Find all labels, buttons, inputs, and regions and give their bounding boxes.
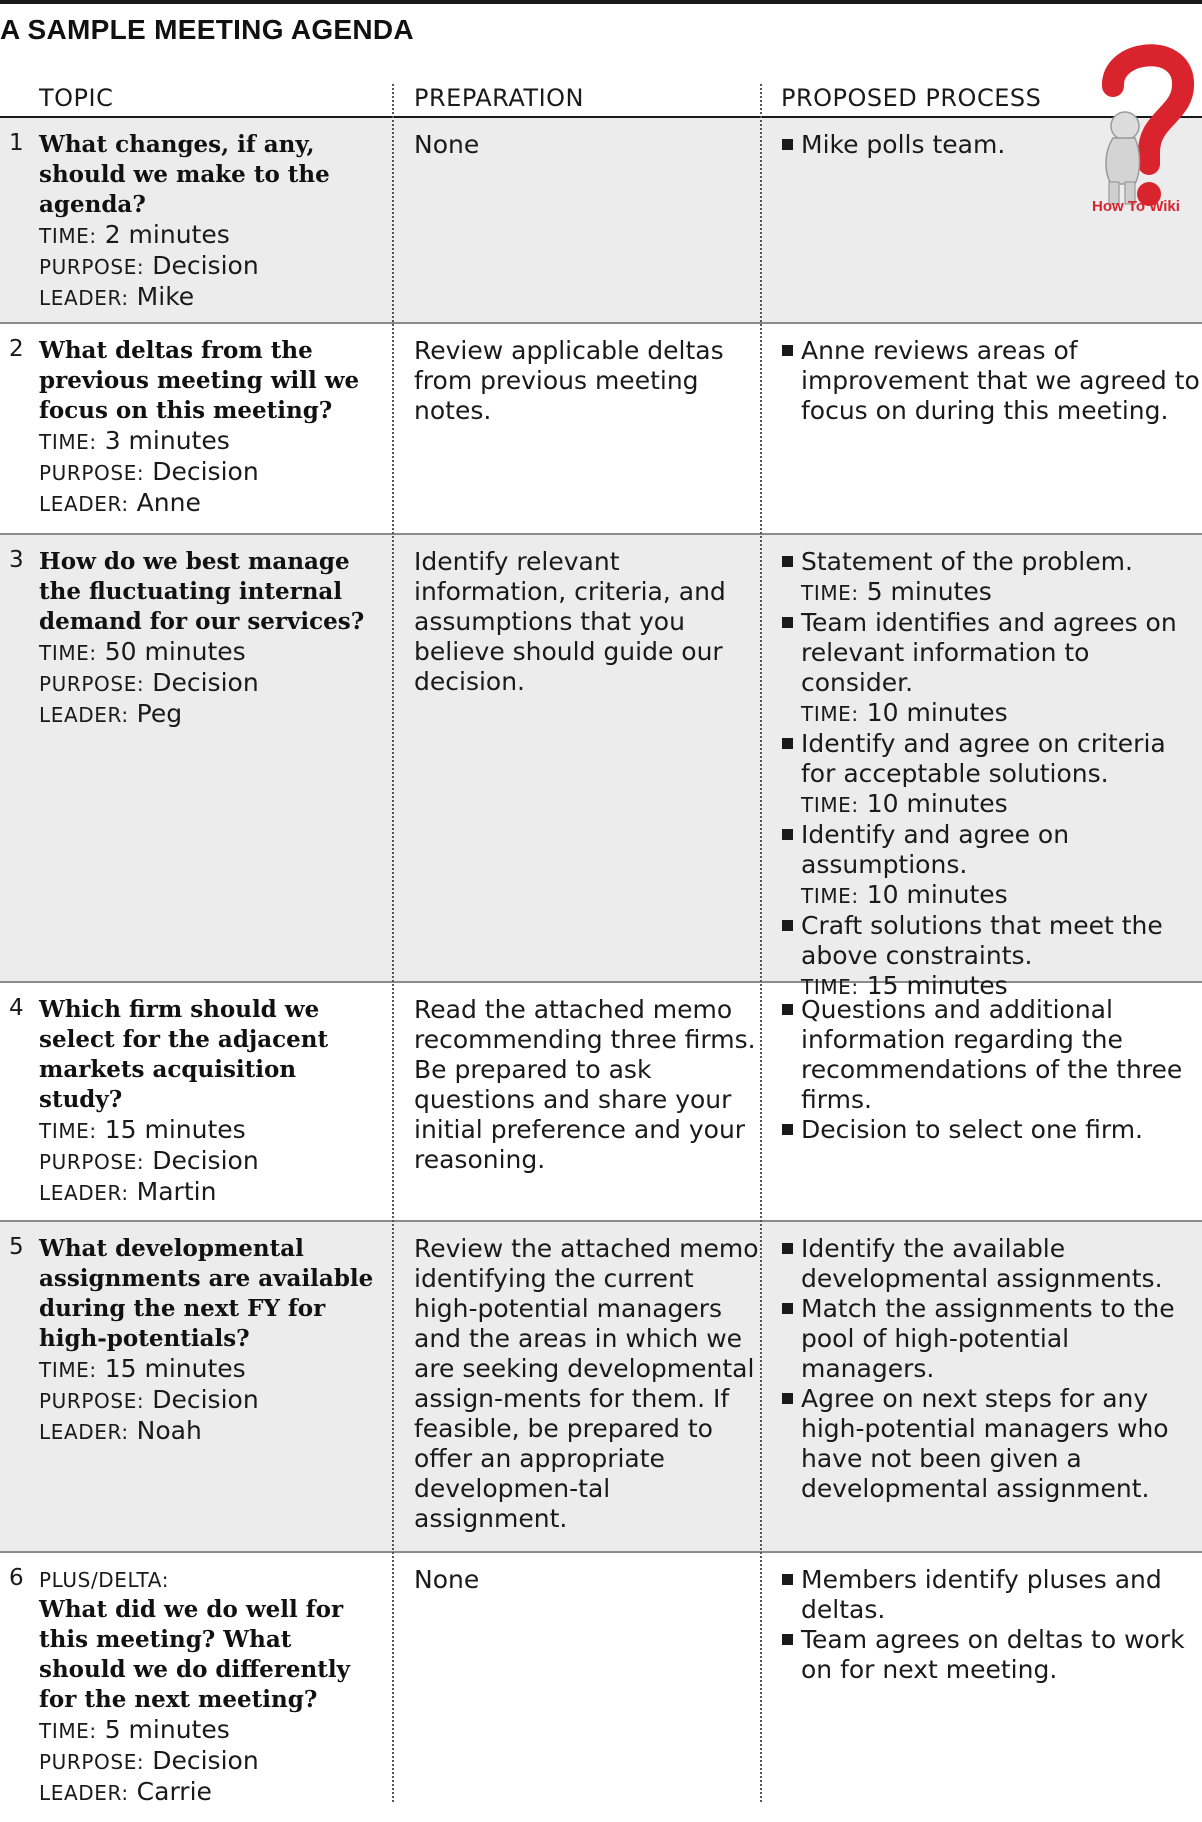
topic-leader: [39, 699, 384, 730]
top-rule: [0, 0, 1202, 4]
topic-question: What changes, if any, should we make to the agenda?: [39, 131, 330, 218]
time-label: TIME:: [39, 641, 97, 665]
purpose-value: Decision: [152, 1146, 259, 1175]
preparation-cell: None: [414, 130, 480, 159]
time-value: 50 minutes: [104, 637, 246, 666]
purpose-label: PURPOSE:: [39, 1750, 145, 1774]
topic-cell: [39, 547, 384, 730]
leader-value: Anne: [136, 488, 201, 517]
process-item-text: Anne reviews areas of improvement that we agreed to focus on during this meeting.: [801, 336, 1200, 425]
table-row: [0, 1553, 1202, 1822]
question-mark-figure-icon: [1085, 34, 1195, 214]
time-value: 5 minutes: [104, 1715, 230, 1744]
process-item-text: Identify and agree on criteria for acceptable solutions.: [801, 729, 1166, 788]
topic-leader: [39, 1777, 384, 1808]
topic-cell: [39, 130, 384, 313]
purpose-value: Decision: [152, 1746, 259, 1775]
leader-value: Carrie: [136, 1777, 212, 1806]
time-label: TIME:: [801, 793, 859, 817]
topic-time: [39, 637, 384, 668]
purpose-label: PURPOSE:: [39, 461, 145, 485]
topic-question: What deltas from the previous meeting will we focus on this meeting?: [39, 337, 360, 424]
time-value: 15 minutes: [104, 1354, 246, 1383]
purpose-value: Decision: [152, 251, 259, 280]
topic-question: What developmental assignments are available during the next FY for high-potentials?: [39, 1235, 374, 1352]
process-item: [781, 1115, 1202, 1145]
process-item: [781, 608, 1202, 698]
process-item-text: Members identify pluses and deltas.: [801, 1565, 1162, 1624]
preparation-cell: None: [414, 1565, 480, 1594]
process-time-value: 10 minutes: [866, 880, 1008, 909]
process-item: [781, 1384, 1202, 1504]
column-header-preparation: PREPARATION: [414, 84, 585, 112]
time-label: TIME:: [801, 884, 859, 908]
process-item-text: Mike polls team.: [801, 130, 1006, 159]
topic-question: How do we best manage the fluctuating internal demand for our services?: [39, 548, 365, 635]
process-cell: [781, 547, 1202, 1002]
process-time-value: 10 minutes: [866, 789, 1008, 818]
leader-value: Peg: [136, 699, 183, 728]
process-item-text: Craft solutions that meet the above constraints.: [801, 911, 1163, 970]
process-item-text: Match the assignments to the pool of high-potential managers.: [801, 1294, 1175, 1383]
topic-cell: [39, 336, 384, 519]
time-label: TIME:: [39, 1119, 97, 1143]
time-label: TIME:: [39, 430, 97, 454]
topic-purpose: [39, 251, 384, 282]
process-cell: [781, 336, 1202, 426]
bullet-icon: [782, 139, 793, 150]
bullet-icon: [782, 738, 793, 749]
row-number: 2: [9, 336, 24, 362]
process-item-text: Team agrees on deltas to work on for next meeting.: [801, 1625, 1185, 1684]
time-value: 2 minutes: [104, 220, 230, 249]
process-item-time: [781, 698, 1202, 729]
column-divider: [392, 84, 394, 1802]
time-label: TIME:: [39, 224, 97, 248]
process-item-time: [781, 880, 1202, 911]
bullet-icon: [782, 345, 793, 356]
topic-time: [39, 426, 384, 457]
bullet-icon: [782, 1303, 793, 1314]
process-item: [781, 1625, 1202, 1685]
process-item-text: Agree on next steps for any high-potential managers who have not been given a developmental assignment.: [801, 1384, 1169, 1503]
topic-leader: [39, 1416, 384, 1447]
purpose-value: Decision: [152, 668, 259, 697]
topic-question: Which firm should we select for the adjacent markets acquisition study?: [39, 996, 329, 1113]
leader-value: Noah: [136, 1416, 202, 1445]
topic-purpose: [39, 1746, 384, 1777]
leader-value: Martin: [136, 1177, 217, 1206]
process-cell: [781, 1234, 1202, 1504]
process-item-time: [781, 789, 1202, 820]
time-label: TIME:: [39, 1358, 97, 1382]
row-number: 3: [9, 547, 24, 573]
time-value: 3 minutes: [104, 426, 230, 455]
purpose-label: PURPOSE:: [39, 672, 145, 696]
time-label: TIME:: [801, 581, 859, 605]
purpose-label: PURPOSE:: [39, 1150, 145, 1174]
process-item-text: Questions and additional information regarding the recommendations of the three firms.: [801, 995, 1183, 1114]
process-item-time: [781, 577, 1202, 608]
topic-leader: [39, 282, 384, 313]
bullet-icon: [782, 1393, 793, 1404]
topic-time: [39, 1354, 384, 1385]
table-row: [0, 324, 1202, 535]
process-cell: [781, 995, 1202, 1145]
process-item: [781, 729, 1202, 789]
topic-time: [39, 220, 384, 251]
process-item-text: Identify the available developmental assignments.: [801, 1234, 1163, 1293]
row-number: 1: [9, 130, 24, 156]
topic-purpose: [39, 1385, 384, 1416]
process-time-value: 5 minutes: [866, 577, 992, 606]
topic-time: [39, 1715, 384, 1746]
purpose-value: Decision: [152, 1385, 259, 1414]
row-number: 6: [9, 1565, 24, 1591]
purpose-label: PURPOSE:: [39, 1389, 145, 1413]
topic-prefix: PLUS/DELTA:: [39, 1568, 170, 1592]
process-item: [781, 1294, 1202, 1384]
topic-question: What did we do well for this meeting? What should we do differently for the next meeting?: [39, 1596, 350, 1713]
purpose-value: Decision: [152, 457, 259, 486]
topic-cell: [39, 995, 384, 1208]
preparation-cell: Review the attached memo identifying the current high-potential managers and the areas in which we are seeking developmental assign-ments for them. If feasible, be prepared to offer an appropriate developmen-tal assignment.: [414, 1234, 759, 1533]
topic-leader: [39, 1177, 384, 1208]
purpose-label: PURPOSE:: [39, 255, 145, 279]
row-number: 4: [9, 995, 24, 1021]
process-item: [781, 1565, 1202, 1625]
table-row: [0, 983, 1202, 1222]
bullet-icon: [782, 617, 793, 628]
column-header-process: PROPOSED PROCESS: [781, 84, 1042, 112]
leader-label: LEADER:: [39, 1181, 129, 1205]
topic-leader: [39, 488, 384, 519]
process-item-text: Identify and agree on assumptions.: [801, 820, 1070, 879]
preparation-cell: Read the attached memo recommending three firms. Be prepared to ask questions and share your initial preference and your reasoning.: [414, 995, 756, 1174]
table-row: [0, 535, 1202, 1000]
process-time-value: 10 minutes: [866, 698, 1008, 727]
table-header: [0, 76, 1202, 118]
preparation-cell: Review applicable deltas from previous meeting notes.: [414, 336, 724, 425]
leader-label: LEADER:: [39, 286, 129, 310]
bullet-icon: [782, 1124, 793, 1135]
bullet-icon: [782, 829, 793, 840]
leader-label: LEADER:: [39, 1781, 129, 1805]
bullet-icon: [782, 1634, 793, 1645]
topic-purpose: [39, 668, 384, 699]
page-title: A SAMPLE MEETING AGENDA: [0, 14, 414, 45]
time-label: TIME:: [39, 1719, 97, 1743]
leader-label: LEADER:: [39, 703, 129, 727]
time-label: TIME:: [801, 975, 859, 999]
column-divider: [760, 84, 762, 1802]
preparation-cell: Identify relevant information, criteria, and assumptions that you believe should guide our decision.: [414, 547, 726, 696]
bullet-icon: [782, 1243, 793, 1254]
process-item: [781, 911, 1202, 971]
topic-cell: [39, 1565, 384, 1808]
process-item-text: Team identifies and agrees on relevant information to consider.: [801, 608, 1177, 697]
process-item: [781, 1234, 1202, 1294]
table-row: [0, 1222, 1202, 1553]
process-item: [781, 820, 1202, 880]
process-item: [781, 336, 1202, 426]
leader-value: Mike: [136, 282, 195, 311]
time-value: 15 minutes: [104, 1115, 246, 1144]
table-row: [0, 118, 1202, 324]
bullet-icon: [782, 1574, 793, 1585]
topic-purpose: [39, 1146, 384, 1177]
process-cell: [781, 1565, 1202, 1685]
topic-purpose: [39, 457, 384, 488]
row-number: 5: [9, 1234, 24, 1260]
topic-cell: [39, 1234, 384, 1447]
logo-text: How To Wiki: [1092, 198, 1180, 215]
leader-label: LEADER:: [39, 492, 129, 516]
process-item: [781, 547, 1202, 577]
process-item-text: Decision to select one firm.: [801, 1115, 1144, 1144]
process-item-text: Statement of the problem.: [801, 547, 1133, 576]
topic-time: [39, 1115, 384, 1146]
process-item: [781, 995, 1202, 1115]
leader-label: LEADER:: [39, 1420, 129, 1444]
column-header-topic: TOPIC: [39, 84, 114, 112]
bullet-icon: [782, 556, 793, 567]
time-label: TIME:: [801, 702, 859, 726]
bullet-icon: [782, 920, 793, 931]
process-time-value: 15 minutes: [866, 971, 1008, 1000]
bullet-icon: [782, 1004, 793, 1015]
